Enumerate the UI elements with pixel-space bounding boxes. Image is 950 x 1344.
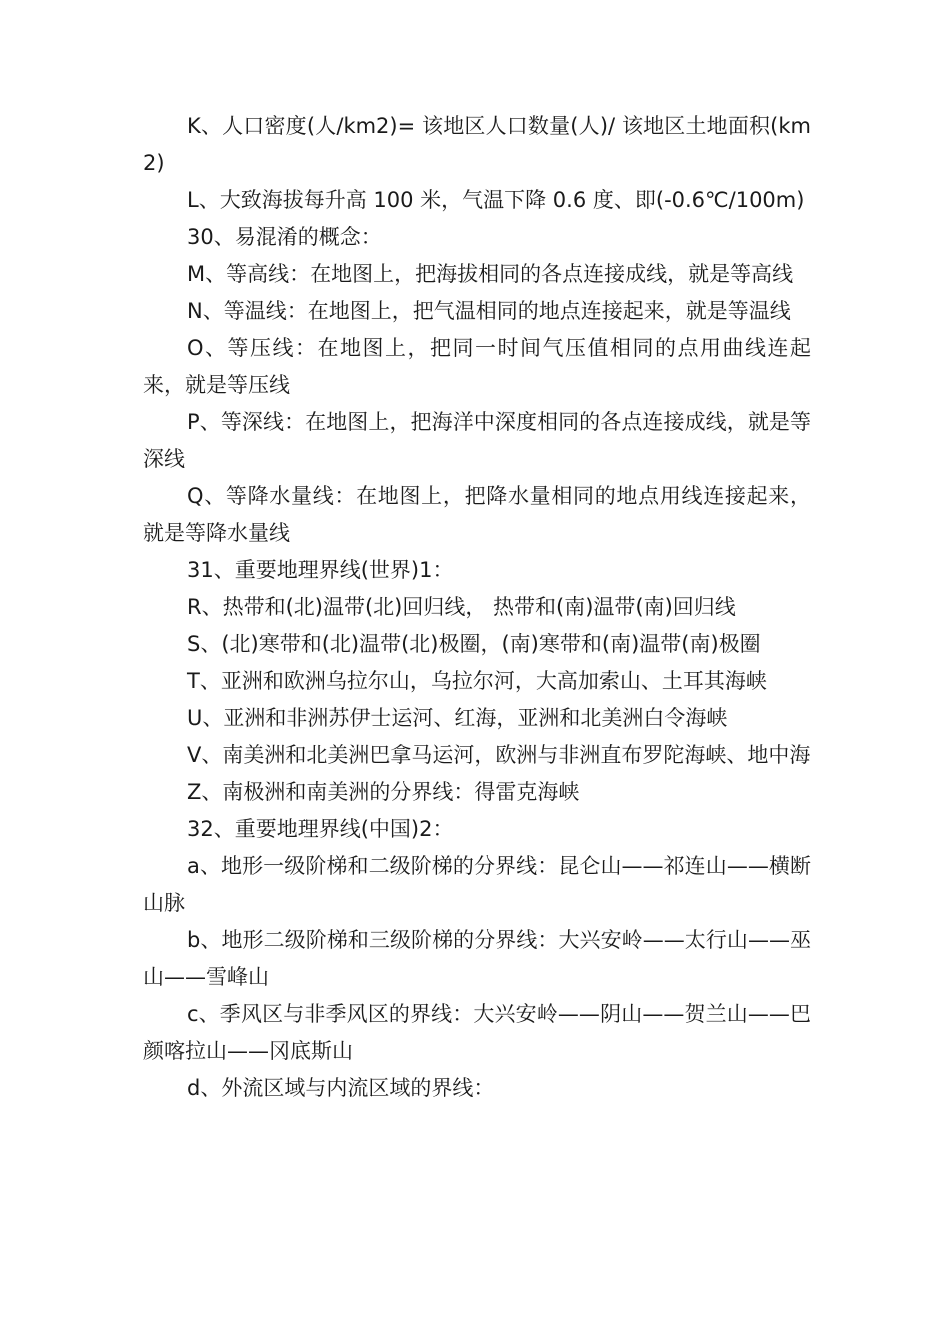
paragraph-u-asia-africa: U、亚洲和非洲苏伊士运河、红海，亚洲和北美洲白令海峡: [187, 706, 728, 730]
paragraph-z-antarctica: Z、南极洲和南美洲的分界线：得雷克海峡: [187, 780, 580, 804]
section-heading-30: 30、易混淆的概念：: [187, 225, 382, 249]
paragraph-d-drainage-boundary: d、外流区域与内流区域的界线：: [187, 1076, 495, 1100]
paragraph-v-americas: V、南美洲和北美洲巴拿马运河，欧洲与非洲直布罗陀海峡、地中海: [187, 743, 811, 767]
paragraph-b-second-third-step: b、地形二级阶梯和三级阶梯的分界线：大兴安岭——太行山——巫山——雪峰山: [143, 928, 811, 989]
paragraph-q-isohyet: Q、等降水量线：在地图上，把降水量相同的地点用线连接起来，就是等降水量线: [143, 484, 811, 545]
paragraph-c-monsoon-boundary: c、季风区与非季风区的界线：大兴安岭——阴山——贺兰山——巴颜喀拉山——冈底斯山: [143, 1002, 811, 1063]
paragraph-l-temperature-lapse: L、大致海拔每升高 100 米，气温下降 0.6 度、即(-0.6℃/100m): [187, 188, 805, 212]
paragraph-r-tropics: R、热带和(北)温带(北)回归线， 热带和(南)温带(南)回归线: [187, 595, 736, 619]
section-heading-31: 31、重要地理界线(世界)1：: [187, 558, 454, 582]
paragraph-a-first-second-step: a、地形一级阶梯和二级阶梯的分界线：昆仑山——祁连山——横断山脉: [143, 854, 811, 915]
paragraph-t-asia-europe: T、亚洲和欧洲乌拉尔山，乌拉尔河，大高加索山、土耳其海峡: [187, 669, 767, 693]
paragraph-s-polar-circles: S、(北)寒带和(北)温带(北)极圈，(南)寒带和(南)温带(南)极圈: [187, 632, 761, 656]
paragraph-p-isobath: P、等深线：在地图上，把海洋中深度相同的各点连接成线，就是等深线: [143, 410, 811, 471]
paragraph-m-contour-line: M、等高线：在地图上，把海拔相同的各点连接成线，就是等高线: [187, 262, 794, 286]
section-heading-32: 32、重要地理界线(中国)2：: [187, 817, 454, 841]
document-body: [143, 108, 811, 1107]
paragraph-o-isobar: O、等压线：在地图上，把同一时间气压值相同的点用曲线连起来，就是等压线: [143, 336, 811, 397]
paragraph-k-population-density: K、人口密度(人/km2)= 该地区人口数量(人)/ 该地区土地面积(km2): [143, 114, 811, 175]
paragraph-n-isotherm: N、等温线：在地图上，把气温相同的地点连接起来，就是等温线: [187, 299, 791, 323]
